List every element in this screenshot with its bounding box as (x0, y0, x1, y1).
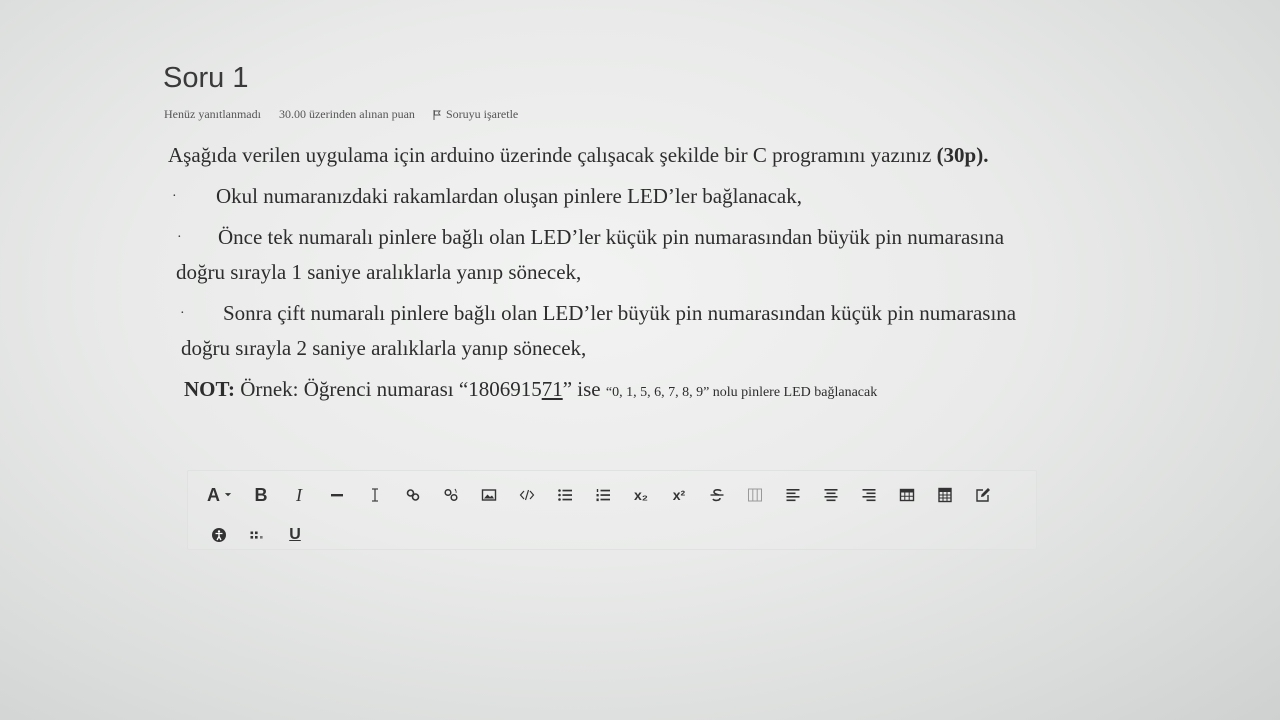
accessibility-icon (211, 527, 227, 543)
calculator-button[interactable] (926, 483, 964, 507)
bold-icon: B (254, 484, 268, 505)
font-color-button[interactable] (198, 483, 242, 507)
subscript-button[interactable] (622, 483, 660, 507)
code-button[interactable] (508, 483, 546, 507)
superscript-button[interactable] (660, 483, 698, 507)
bullet-item-2 (168, 220, 1048, 290)
bullet-item-1 (168, 179, 1048, 214)
note-text: Örnek: Öğrenci numarası “1806915 (240, 377, 542, 401)
link-button[interactable] (394, 483, 432, 507)
image-icon (481, 487, 497, 503)
align-center-icon (823, 487, 839, 503)
strikethrough-button[interactable] (698, 483, 736, 507)
dots-icon (249, 527, 265, 543)
question-points: 30.00 üzerinden alınan puan (278, 107, 415, 121)
note-line (168, 372, 1048, 410)
numbered-list-icon (595, 487, 611, 503)
answer-editor[interactable] (187, 470, 1037, 550)
link-icon (405, 487, 421, 503)
flag-icon (433, 110, 442, 120)
underline-icon: U (289, 526, 301, 543)
note-small-text: “0, 1, 5, 6, 7, 8, 9” nolu pinlere LED bağlanacak (605, 385, 878, 400)
columns-button[interactable] (736, 483, 774, 507)
align-right-button[interactable] (850, 483, 888, 507)
question-meta (164, 107, 518, 122)
bullet-list-icon (557, 487, 573, 503)
strikethrough-icon (709, 487, 725, 503)
text-cursor-button[interactable] (356, 483, 394, 507)
bullet-text: Önce tek numaralı pinlere bağlı olan LED’ler küçük pin numarasından büyük pin numarasına doğru sırayla 1 saniye aralıklarla yanıp sönecek, (176, 225, 1005, 284)
table-button[interactable] (888, 483, 926, 507)
horizontal-rule-button[interactable] (318, 483, 356, 507)
edit-icon (975, 487, 991, 503)
subscript-icon: x₂ (633, 487, 648, 503)
table-icon (899, 487, 915, 503)
bullet-dot: · (172, 189, 177, 204)
bullet-text: Sonra çift numaralı pinlere bağlı olan LED’ler büyük pin numarasından küçük pin numarasına doğru sırayla 2 saniye aralıklarla yanıp sönecek, (181, 301, 1017, 360)
note-underlined: 71 (541, 377, 563, 401)
edit-button[interactable] (964, 483, 1002, 507)
text-cursor-icon (367, 487, 383, 503)
more-options-button[interactable] (238, 523, 276, 547)
image-button[interactable] (470, 483, 508, 507)
question-intro (168, 138, 1048, 173)
question-text (168, 138, 1048, 410)
italic-icon: I (296, 484, 302, 505)
numbered-list-button[interactable] (584, 483, 622, 507)
chevron-down-icon (223, 490, 233, 500)
font-color-icon: A (207, 484, 220, 505)
accessibility-button[interactable] (200, 523, 238, 547)
question-title: Soru 1 (163, 62, 249, 94)
flag-question-label: Soruyu işaretle (445, 107, 519, 121)
intro-text: Aşağıda verilen uygulama için arduino üzerinde çalışacak şekilde bir C programını yazınız (168, 143, 932, 167)
bullet-dot: · (180, 306, 185, 321)
align-left-icon (785, 487, 801, 503)
superscript-icon: x² (672, 487, 686, 503)
flag-question-link[interactable] (433, 107, 518, 122)
note-text-2: ” ise (562, 377, 601, 401)
italic-button[interactable] (280, 483, 318, 507)
underline-button[interactable] (276, 523, 314, 547)
unlink-icon (443, 487, 459, 503)
bullet-list-button[interactable] (546, 483, 584, 507)
align-left-button[interactable] (774, 483, 812, 507)
horizontal-rule-icon (329, 487, 345, 503)
columns-icon (747, 487, 763, 503)
bullet-dot: · (177, 230, 182, 245)
code-icon (519, 487, 535, 503)
bullet-text: Okul numaranızdaki rakamlardan oluşan pinlere LED’ler bağlanacak, (216, 184, 803, 208)
bold-button[interactable] (242, 483, 280, 507)
align-center-button[interactable] (812, 483, 850, 507)
calculator-icon (937, 487, 953, 503)
intro-points: (30p). (936, 143, 989, 167)
editor-toolbar-row-1 (198, 483, 1002, 507)
editor-toolbar-row-2 (200, 523, 314, 547)
bullet-item-3 (168, 296, 1048, 366)
answer-status: Henüz yanıtlanmadı (164, 107, 261, 121)
unlink-button[interactable] (432, 483, 470, 507)
align-right-icon (861, 487, 877, 503)
note-label: NOT: (184, 377, 235, 401)
